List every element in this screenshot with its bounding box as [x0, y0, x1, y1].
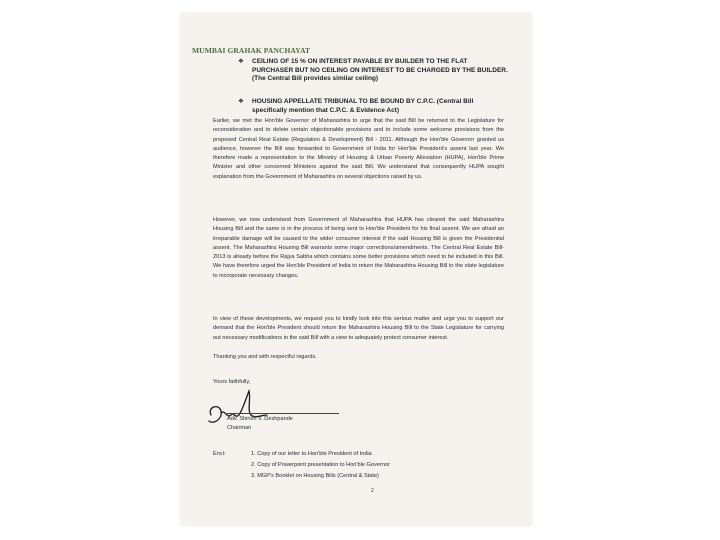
- signatory: [227, 415, 293, 433]
- signature-line: [227, 413, 339, 414]
- bullet-text: CEILING OF 15 % ON INTEREST PAYABLE BY BUILDER TO THE FLAT PURCHASER BUT NO CEILING ON INTEREST TO BE CHARGED BY THE BUILDER. (The Central Bill provides similar ceiling): [252, 58, 508, 82]
- document-page: [180, 13, 532, 526]
- signatory-name: Adv. Shirish V. Deshpande: [227, 416, 293, 422]
- paragraph-earlier-meeting: Earlier, we met the Hon'ble Governor of Maharashtra to urge that the said Bill be returned to the Legislature for reconsideration and to delete certain objectionable provisions and to include some welcome provisions from the proposed Central Real Estate (Regulation & Development) Bill - 2011. Although the Hon'ble Governor granted us audience, however the Bill was forwarded to Government of India for Hon'ble President's assent last year. We therefore made a representation to the Ministry of Housing & Urban Poverty Alleviation (HUPA), Hon'ble Prime Minister and other concerned Ministers against the said Bill. We understand that consequently HUPA sought explanation from the Government of Maharashtra on several objections raised by us.: [213, 118, 504, 180]
- page-number: 2: [371, 488, 374, 494]
- signatory-title: Chairman: [227, 425, 252, 431]
- organization-name: MUMBAI GRAHAK PANCHAYAT: [192, 46, 311, 55]
- closing-salutation: Yours faithfully,: [213, 379, 251, 385]
- enclosures-label: Encl:: [213, 451, 226, 457]
- bullet-text: HOUSING APPELLATE TRIBUNAL TO BE BOUND BY C.P.C. (Central Bill specifically mention that C.P.C. & Evidence Act): [252, 98, 474, 114]
- enclosure-item: 3. MGP's Booklet on Housing Bills (Central & State): [251, 473, 379, 479]
- enclosure-item: 1. Copy of our letter to Hon'ble President of India: [251, 451, 372, 457]
- diamond-bullet-icon: ❖: [238, 58, 244, 65]
- paragraph-request: In view of these developments, we request you to kindly look into this serious matter and urge you to support our demand that the Hon'ble President should return the Maharashtra Housing Bill to the State Legislature for carrying out necessary modifications in the said Bill with a view to adequately protect consumer interest.: [213, 316, 504, 341]
- enclosure-item: 2. Copy of Powerpoint presentation to Hon'ble Governor: [251, 462, 390, 468]
- paragraph-hupa-cleared: However, we now understand from Government of Maharashtra that HUPA has cleared the said Maharashtra Housing Bill and the same is in the process of being sent to Hon'ble President for his final assent. We are afraid an irreparable damage will be caused to the wider consumer interest if the said Housing Bill is given the Presidential assent. The Maharashtra Housing Bill warrants some major corrections/amendments. The Central Real Estate Bill- 2013 is already before the Rajya Sabha which contains some better provisions which need to be included in this Bill. We have therefore urged the Hon'ble President of India to return the Maharashtra Housing Bill to the state legislature to incorporate necessary changes.: [213, 217, 504, 279]
- enclosures-list: [251, 449, 481, 482]
- diamond-bullet-icon: ❖: [238, 98, 244, 105]
- paragraph-thanks: Thanking you and with respectful regards.: [213, 354, 317, 360]
